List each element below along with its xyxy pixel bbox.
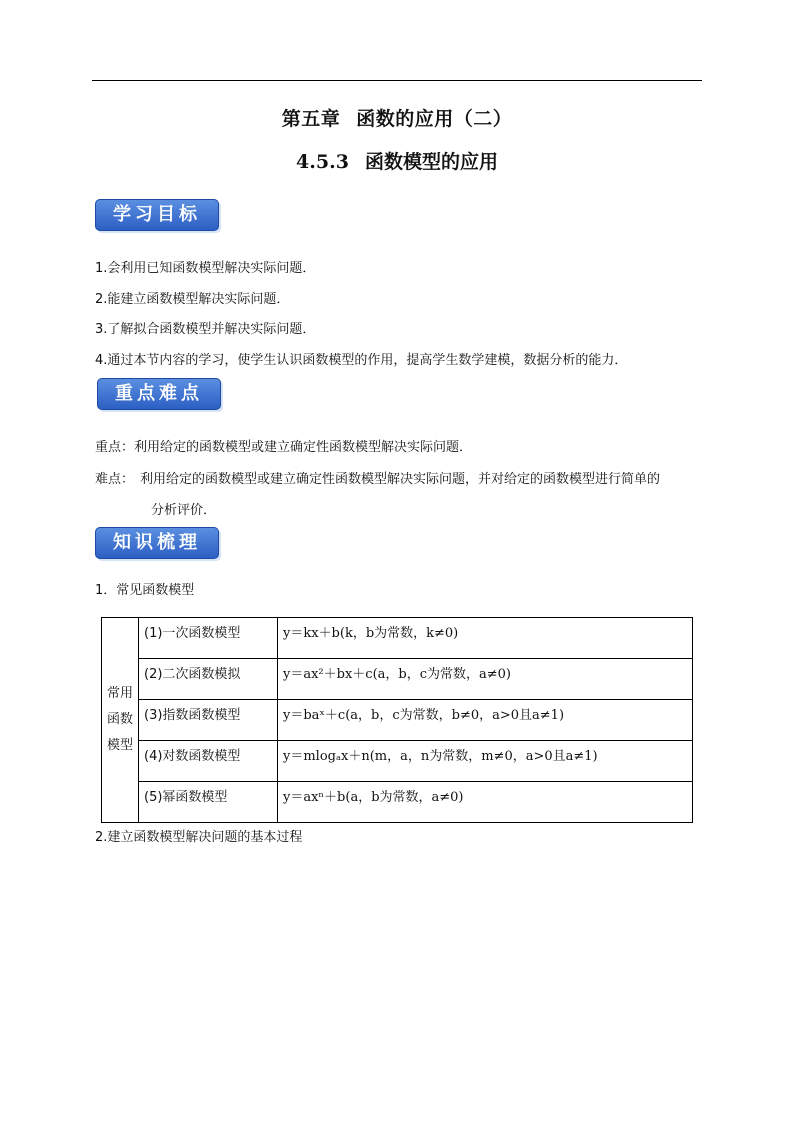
table-row-header — [102, 618, 139, 823]
section-number: 4.5.3 — [296, 151, 349, 173]
model-name: (5)幂函数模型 — [139, 782, 278, 823]
function-models-table — [101, 617, 693, 823]
objective-item: 2.能建立函数模型解决实际问题． — [95, 292, 290, 307]
table-row — [102, 741, 693, 782]
difficulty-label: 难点： — [95, 472, 135, 487]
key-points-badge: 重点难点 — [97, 378, 221, 410]
model-name: (2)二次函数模拟 — [139, 659, 278, 700]
section-name: 函数模型的应用 — [364, 151, 498, 173]
section-title — [0, 147, 794, 174]
objective-item: 3.了解拟合函数模型并解决实际问题． — [95, 322, 316, 337]
table-row — [102, 659, 693, 700]
chapter-name: 函数的应用（二） — [356, 108, 513, 130]
section-heading-process: 2.建立函数模型解决问题的基本过程 — [95, 830, 303, 845]
difficulty-text-continued: 分析评价． — [151, 503, 217, 518]
chapter-number: 第五章 — [281, 108, 341, 130]
model-formula: y＝axⁿ＋b(a，b为常数，a≠0) — [278, 782, 693, 823]
table-row — [102, 700, 693, 741]
model-formula: y＝baˣ＋c(a，b，c为常数，b≠0，a>0且a≠1) — [278, 700, 693, 741]
objective-item: 4.通过本节内容的学习，使学生认识函数模型的作用，提高学生数学建模，数据分析的能力． — [95, 353, 628, 368]
table-row — [102, 782, 693, 823]
model-name: (1)一次函数模型 — [139, 618, 278, 659]
model-formula: y＝mlogₐx＋n(m，a，n为常数，m≠0，a>0且a≠1) — [278, 741, 693, 782]
table-row-header-label: 常用函数模型 — [106, 686, 133, 753]
table-row — [102, 618, 693, 659]
objective-item: 1.会利用已知函数模型解决实际问题． — [95, 261, 316, 276]
model-name: (3)指数函数模型 — [139, 700, 278, 741]
key-point-text: 重点：利用给定的函数模型或建立确定性函数模型解决实际问题． — [95, 440, 473, 455]
model-formula: y＝ax²＋bx＋c(a，b，c为常数，a≠0) — [278, 659, 693, 700]
objectives-badge: 学习目标 — [95, 199, 219, 231]
knowledge-badge: 知识梳理 — [95, 527, 219, 559]
difficulty-text: 利用给定的函数模型或建立确定性函数模型解决实际问题，并对给定的函数模型进行简单的 — [140, 472, 661, 487]
model-formula: y＝kx＋b(k，b为常数，k≠0) — [278, 618, 693, 659]
model-name: (4)对数函数模型 — [139, 741, 278, 782]
header-rule — [92, 80, 702, 81]
chapter-title — [0, 104, 794, 131]
section-heading-models: 1．常见函数模型 — [95, 583, 195, 598]
